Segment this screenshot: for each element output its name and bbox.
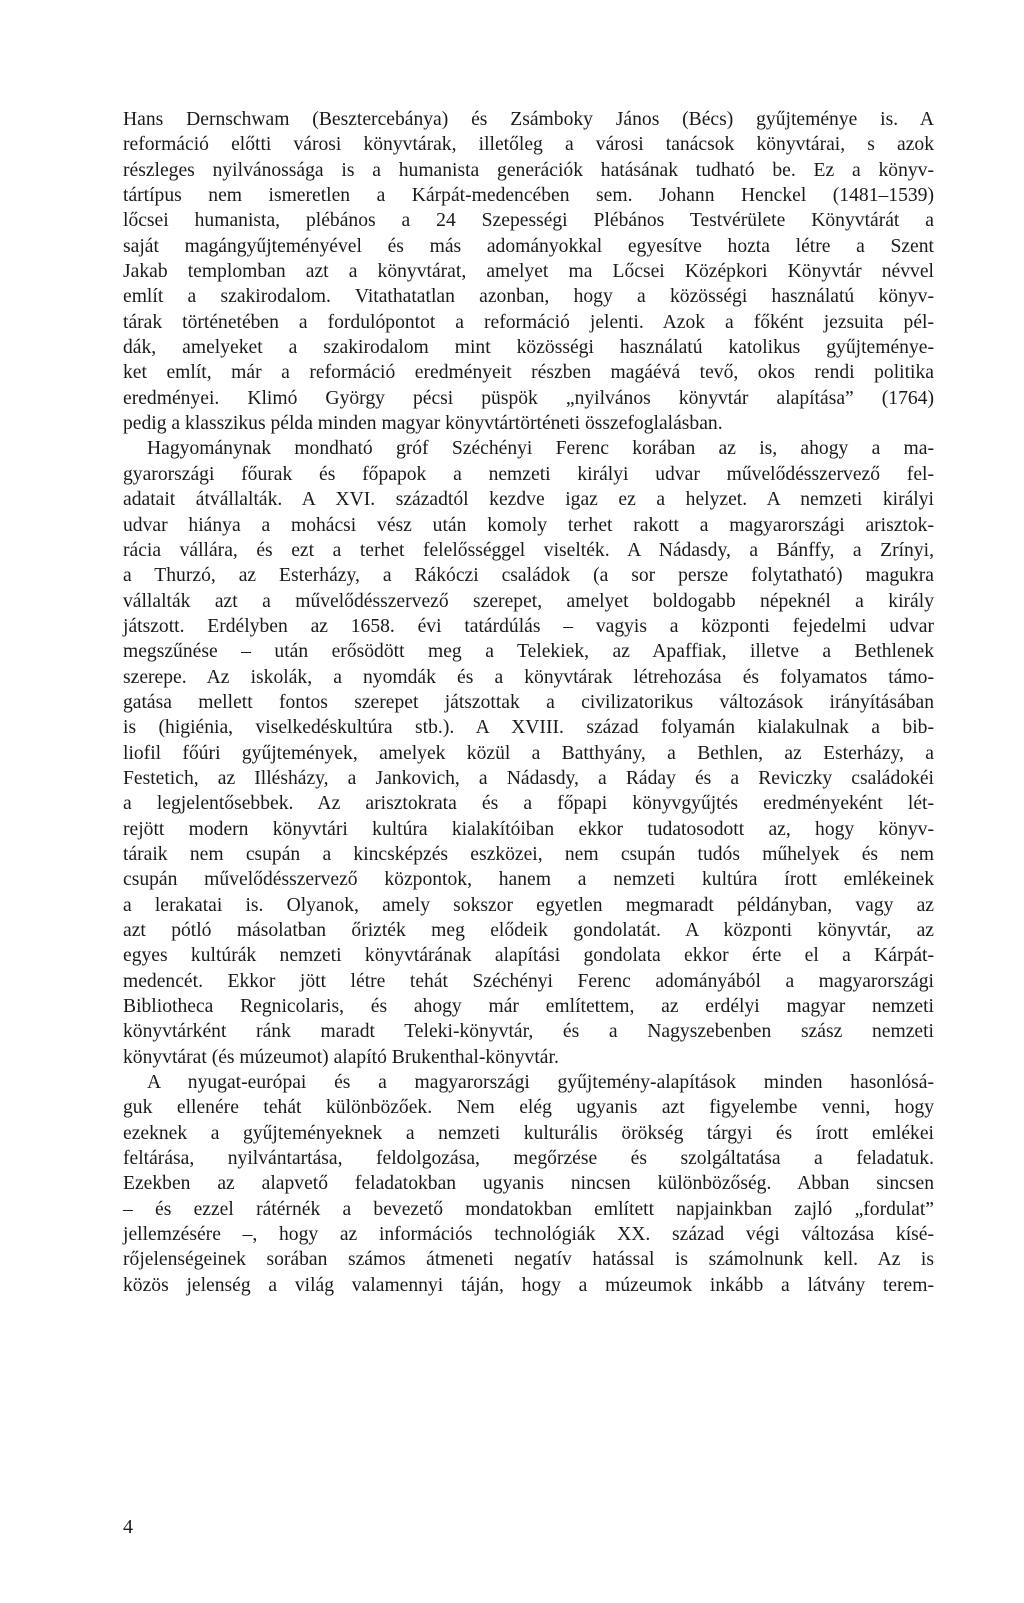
text-line: feltárása, nyilvántartása, feldolgozása, megőrzése és szolgáltatása a feladatuk. — [123, 1148, 934, 1170]
text-line: A nyugat-európai és a magyarországi gyűjtemény-alapítások minden hasonlósá- — [147, 1072, 934, 1094]
text-line: tárak történetében a fordulópontot a reformáció jelenti. Azok a főként jezsuita pél- — [123, 311, 934, 333]
text-line: játszott. Erdélyben az 1658. évi tatárdúlás – vagyis a központi fejedelmi udvar — [123, 615, 934, 637]
text-line: eredményei. Klimó György pécsi püspök „nyilvános könyvtár alapítása” (1764) — [123, 387, 934, 409]
text-line: ket említ, már a reformáció eredményeit részben magáévá tevő, okos rendi politika — [123, 362, 934, 384]
text-line: szerepe. Az iskolák, a nyomdák és a könyvtárak létrehozása és folyamatos támo- — [123, 666, 934, 688]
text-line: pedig a klasszikus példa minden magyar könyvtártörténeti összefoglalásban. — [123, 413, 723, 435]
text-line: a legjelentősebbek. Az arisztokrata és a főpapi könyvgyűjtés eredményeként lét- — [123, 793, 934, 815]
text-line: Bibliotheca Regnicolaris, és ahogy már említettem, az erdélyi magyar nemzeti — [123, 996, 934, 1018]
text-line: medencét. Ekkor jött létre tehát Széchényi Ferenc adományából a magyarországi — [123, 970, 934, 992]
text-line: részleges nyilvánossága is a humanista generációk hatásának tudható be. Ez a könyv- — [123, 159, 934, 181]
text-line: adatait átvállalták. A XVI. századtól kezdve igaz ez a helyzet. A nemzeti királyi — [123, 489, 934, 511]
text-line: vállalták azt a művelődésszervező szerepet, amelyet boldogabb népeknél a király — [123, 590, 934, 612]
text-line: Festetich, az Illésházy, a Jankovich, a Nádasdy, a Ráday és a Reviczky családokéi — [123, 767, 934, 789]
text-line: reformáció előtti városi könyvtárak, illetőleg a városi tanácsok könyvtárai, s azok — [123, 134, 934, 156]
text-line: megszűnése – után erősödött meg a Telekiek, az Apaffiak, illetve a Bethlenek — [123, 641, 934, 663]
text-line: tártípus nem ismeretlen a Kárpát-medencében sem. Johann Henckel (1481–1539) — [123, 185, 934, 207]
text-line: dák, amelyeket a szakirodalom mint közösségi használatú katolikus gyűjteménye- — [123, 337, 934, 359]
text-line: gyarországi főurak és főpapok a nemzeti királyi udvar művelődésszervező fel- — [123, 463, 934, 485]
text-line: saját magángyűjteményével és más adományokkal egyesítve hozta létre a Szent — [123, 235, 934, 257]
text-line: említ a szakirodalom. Vitathatatlan azonban, hogy a közösségi használatú könyv- — [123, 286, 934, 308]
text-line: azt pótló másolatban őrizték meg elődeik gondolatát. A központi könyvtár, az — [123, 920, 934, 941]
text-line: könyvtárként ránk maradt Teleki-könyvtár, és a Nagyszebenben szász nemzeti — [123, 1021, 934, 1043]
text-line: udvar hiánya a mohácsi vész után komoly terhet rakott a magyarországi arisztok- — [123, 514, 934, 536]
text-line: rejött modern könyvtári kultúra kialakítóiban ekkor tudatosodott az, hogy könyv- — [123, 818, 934, 840]
text-line: is (higiénia, viselkedéskultúra stb.). A XVIII. század folyamán kialakulnak a bib- — [123, 717, 934, 739]
text-line: guk ellenére tehát különbözőek. Nem elég ugyanis azt figyelembe venni, hogy — [123, 1097, 934, 1119]
text-line: gatása mellett fontos szerepet játszottak a civilizatorikus változások irányításában — [123, 691, 934, 713]
text-line: liofil főúri gyűjtemények, amelyek közül a Batthyány, a Bethlen, az Esterházy, a — [123, 742, 934, 764]
text-line: a Thurzó, az Esterházy, a Rákóczi családok (a sor persze folytatható) magukra — [123, 565, 934, 587]
text-line: Ezekben az alapvető feladatokban ugyanis nincsen különbözőség. Abban sincsen — [123, 1173, 934, 1195]
text-line: ezeknek a gyűjteményeknek a nemzeti kulturális örökség tárgyi és írott emlékei — [123, 1122, 934, 1144]
text-line: táraik nem csupán a kincsképzés eszközei, nem csupán tudós műhelyek és nem — [123, 843, 934, 865]
text-line: Hans Dernschwam (Besztercebánya) és Zsámboky János (Bécs) gyűjteménye is. A — [123, 109, 934, 130]
text-line: a lerakatai is. Olyanok, amely sokszor egyetlen megmaradt példányban, vagy az — [123, 894, 934, 916]
text-line: jellemzésére –, hogy az információs technológiák XX. század végi változása kísé- — [123, 1224, 934, 1246]
text-line: rácia vállára, és ezt a terhet felelősséggel viselték. A Nádasdy, a Bánffy, a Zrínyi, — [123, 539, 934, 561]
text-line: egyes kultúrák nemzeti könyvtárának alapítási gondolata ekkor érte el a Kárpát- — [123, 945, 934, 967]
text-line: könyvtárat (és múzeumot) alapító Brukenthal-könyvtár. — [123, 1046, 559, 1068]
text-line: lőcsei humanista, plébános a 24 Szepességi Plébános Testvérülete Könyvtárát a — [123, 210, 934, 232]
text-line: Jakab templomban azt a könyvtárat, amelyet ma Lőcsei Középkori Könyvtár névvel — [123, 261, 934, 283]
text-line: csupán művelődésszervező központok, hanem a nemzeti kultúra írott emlékeinek — [123, 869, 934, 891]
text-line: rőjelenségeinek sorában számos átmeneti negatív hatással is számolnunk kell. Az is — [123, 1249, 934, 1271]
text-line: Hagyománynak mondható gróf Széchényi Ferenc korában az is, ahogy a ma- — [147, 438, 934, 460]
text-line: – és ezzel rátérnék a bevezető mondatokban említett napjainkban zajló „fordulat” — [123, 1198, 934, 1220]
body-text — [123, 107, 934, 1298]
page-number: 4 — [123, 1516, 133, 1538]
text-line: közös jelenség a világ valamennyi táján, hogy a múzeumok inkább a látvány terem- — [123, 1274, 934, 1296]
